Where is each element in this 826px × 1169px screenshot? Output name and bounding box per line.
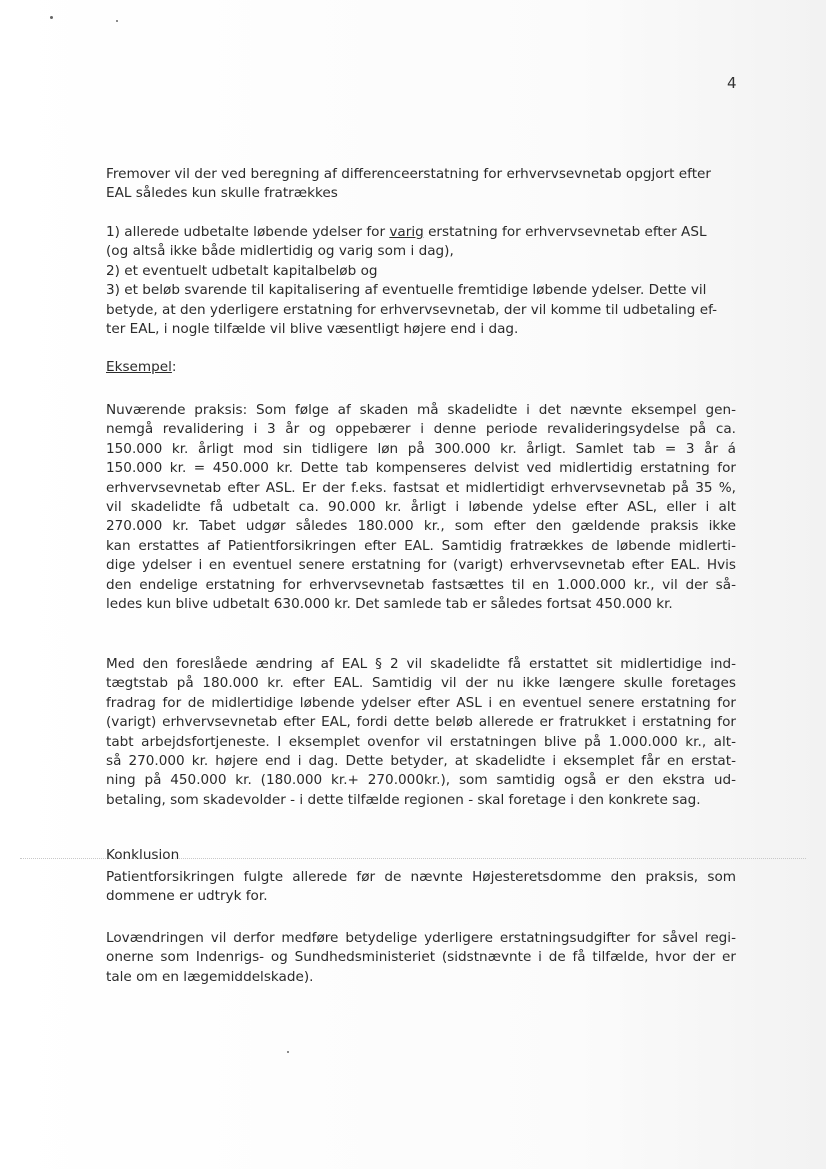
- text-line: (varigt) erhvervsevnetab efter EAL, fordi dette beløb allerede er fratrukket i erstatning for: [106, 714, 736, 731]
- deduction-list: [106, 223, 736, 339]
- change-paragraph: [106, 655, 736, 810]
- text-line: kan erstattes af Patientforsikringen efter EAL. Samtidig fratrækkes de løbende midlerti-: [106, 537, 736, 554]
- text-line: EAL således kun skulle fratrækkes: [106, 185, 338, 202]
- text-line: Patientforsikringen fulgte allerede før de nævnte Højesteretsdomme den praksis, som: [106, 869, 736, 885]
- underlined-word: varig: [389, 224, 424, 240]
- list-item-1: [106, 223, 736, 242]
- list-item-2: 2) et eventuelt udbetalt kapitalbeløb og: [106, 262, 378, 279]
- list-item-1-continued: (og altså ikke både midlertidig og varig som i dag),: [106, 243, 454, 260]
- text-line: onerne som Indenrigs- og Sundhedsministeriet (sidstnævnte i de få tilfælde, hvor der er: [106, 949, 736, 966]
- text-line: dige ydelser i en eventuel senere erstatning for (varigt) erhvervsevnetab efter EAL. Hvis: [106, 557, 736, 574]
- text-line: nemgå revalidering i 3 år og oppebærer i denne periode revalideringsydelse på ca.: [106, 421, 736, 438]
- text-line: Lovændringen vil derfor medføre betydelige yderligere erstatningsudgifter for såvel regi-: [106, 930, 736, 946]
- example-heading: [106, 359, 177, 375]
- text-line: Fremover vil der ved beregning af differenceerstatning for erhvervsevnetab opgjort efter: [106, 166, 711, 182]
- scan-speck: [287, 1051, 289, 1053]
- list-item-3-continued: ter EAL, i nogle tilfælde vil blive væsentligt højere end i dag.: [106, 321, 519, 338]
- conclusion-paragraph: [106, 868, 736, 907]
- conclusion-heading: Konklusion: [106, 847, 180, 863]
- final-paragraph: [106, 929, 736, 987]
- text-line: den endelige erstatning for erhvervsevnetab fastsættes til en 1.000.000 kr., vil der så-: [106, 576, 736, 593]
- page-number: 4: [727, 74, 737, 92]
- scan-speck: [50, 16, 53, 19]
- example-heading-text: Eksempel: [106, 359, 172, 375]
- text-line: vil skadelidte få udbetalt ca. 90.000 kr. årligt i løbende ydelse efter ASL, eller i alt: [106, 499, 736, 516]
- example-paragraph: [106, 401, 736, 614]
- text-line: betaling, som skadevolder - i dette tilfælde regionen - skal foretage i den konkrete sag.: [106, 791, 701, 808]
- text-fragment: erstatning for erhvervsevnetab efter ASL: [423, 224, 707, 240]
- list-item-3-continued: betyde, at den yderligere erstatning for erhvervsevnetab, der vil komme til udbetaling ef-: [106, 301, 718, 318]
- scan-speck: [116, 20, 118, 22]
- text-line: så 270.000 kr. højere end i dag. Dette betyder, at skadelidte i eksemplet får en erstat-: [106, 753, 736, 770]
- text-line: ledes kun blive udbetalt 630.000 kr. Det samlede tab er således fortsat 450.000 kr.: [106, 596, 673, 613]
- text-line: 150.000 kr. årligt mod sin tidligere løn på 300.000 kr. årligt. Samlet tab = 3 år á: [106, 440, 736, 457]
- text-line: Med den foreslåede ændring af EAL § 2 vil skadelidte få erstattet sit midlertidige ind-: [106, 656, 736, 672]
- text-line: tægtstab på 180.000 kr. efter EAL. Samtidig vil der nu ikke længere skulle foretages: [106, 675, 736, 692]
- text-line: Nuværende praksis: Som følge af skaden må skadelidte i det nævnte eksempel gen-: [106, 402, 736, 418]
- text-line: tabt arbejdsfortjeneste. I eksemplet ovenfor vil erstatningen blive på 1.000.000 kr., alt-: [106, 733, 736, 750]
- text-line: ning på 450.000 kr. (180.000 kr.+ 270.000kr.), som samtidig også er den ekstra ud-: [106, 772, 736, 789]
- example-heading-colon: :: [171, 359, 177, 375]
- text-line: 150.000 kr. = 450.000 kr. Dette tab kompenseres delvist ved midlertidig erstatning for: [106, 460, 736, 477]
- intro-paragraph: [106, 165, 736, 204]
- text-line: tale om en lægemiddelskade).: [106, 968, 314, 985]
- text-line: erhvervsevnetab efter ASL. Er der f.eks. fastsat et midlertidigt erhvervsevnetab på 35 %,: [106, 479, 736, 496]
- text-fragment: 1) allerede udbetalte løbende ydelser for: [106, 224, 390, 240]
- list-item-3: 3) et beløb svarende til kapitalisering af eventuelle fremtidige løbende ydelser. Dette vil: [106, 282, 707, 299]
- text-line: fradrag for de midlertidige løbende ydelser efter ASL i en eventuel senere erstatning for: [106, 694, 736, 711]
- text-line: 270.000 kr. Tabet udgør således 180.000 kr., som efter den gældende praksis ikke: [106, 518, 736, 535]
- text-line: dommene er udtryk for.: [106, 888, 268, 905]
